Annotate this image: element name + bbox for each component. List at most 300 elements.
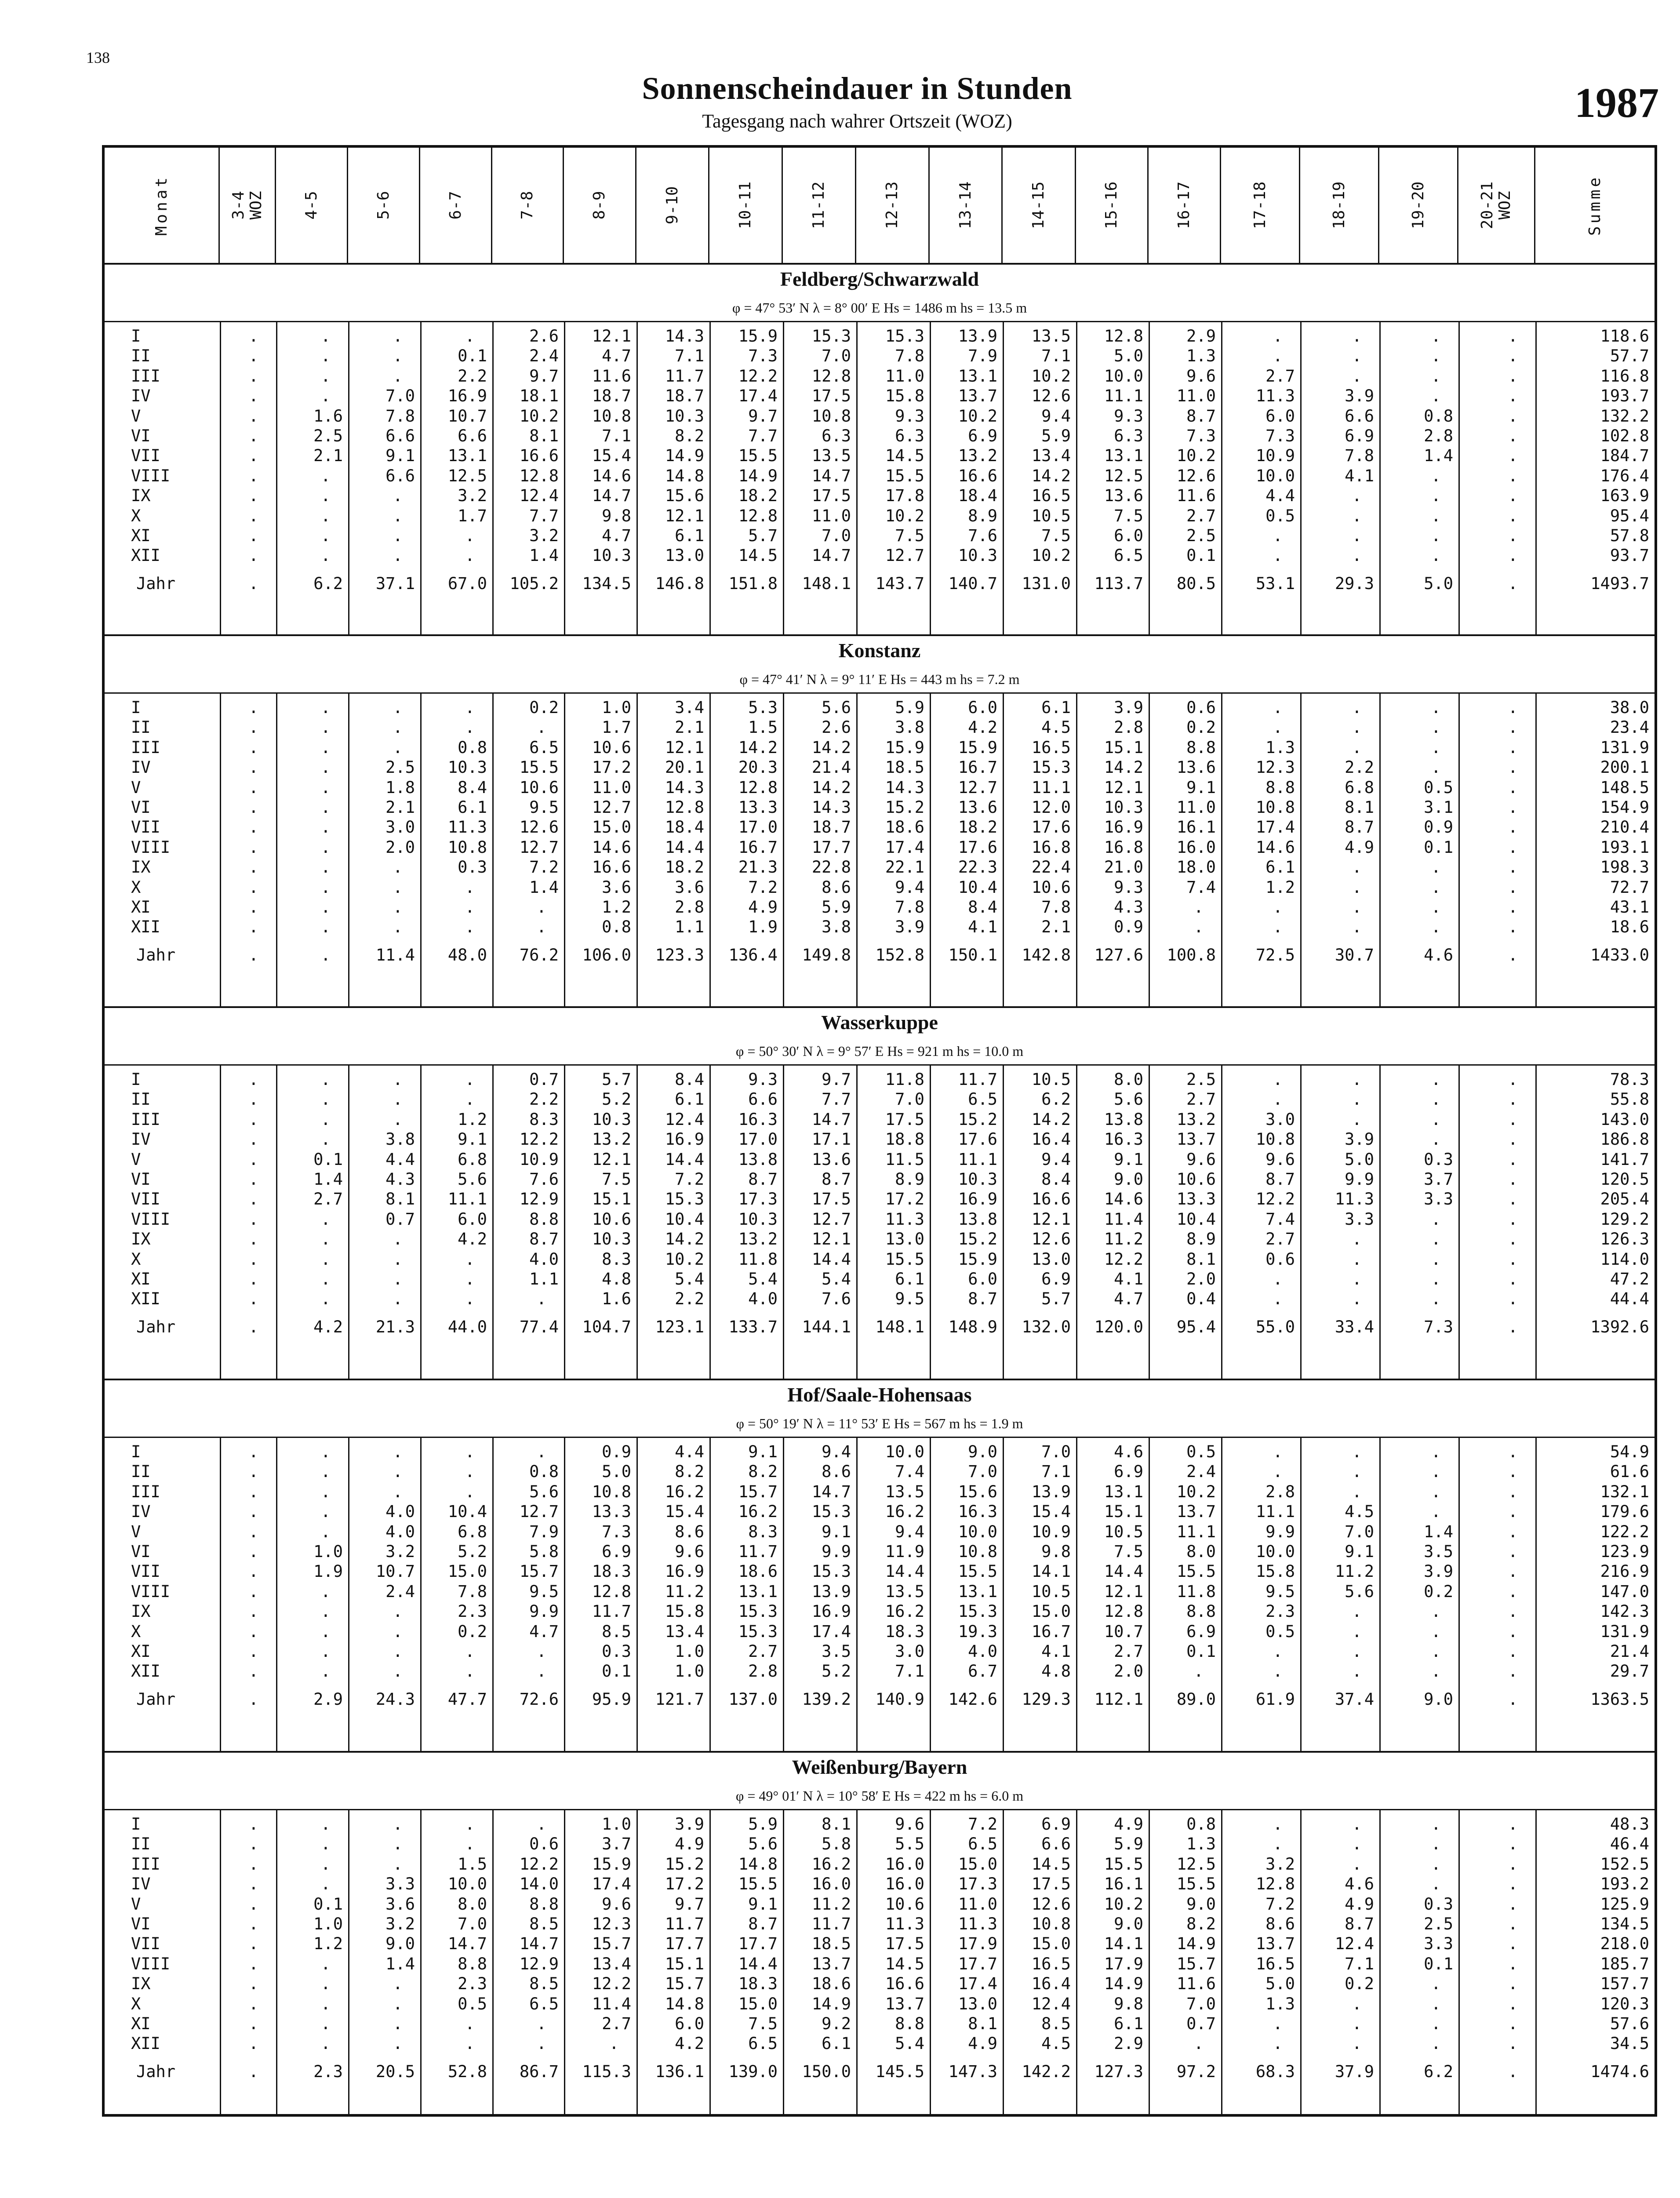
table-row <box>105 1934 1655 1954</box>
value-cell: . <box>465 1642 475 1661</box>
value-cell: 1.2 <box>1265 877 1295 897</box>
value-cell: 10.0 <box>885 1442 924 1461</box>
table-row <box>105 366 1655 386</box>
value-cell: 6.9 <box>1041 1270 1071 1288</box>
value-cell: 15.5 <box>1176 1562 1216 1581</box>
value-cell: . <box>465 2034 475 2053</box>
value-cell: 126.3 <box>1600 1230 1649 1249</box>
value-cell: 152.5 <box>1600 1854 1649 1874</box>
value-cell: 18.3 <box>885 1622 924 1641</box>
value-cell: 57.6 <box>1610 2014 1649 2033</box>
value-cell: 7.2 <box>529 858 559 877</box>
value-cell: 17.7 <box>958 1954 997 1973</box>
section-divider <box>105 1437 1655 1438</box>
value-cell: 1363.5 <box>1590 1689 1649 1709</box>
value-cell: . <box>320 1874 331 1894</box>
value-cell: . <box>1431 1662 1441 1681</box>
value-cell: . <box>1508 778 1518 797</box>
value-cell: . <box>320 798 331 817</box>
value-cell: 12.1 <box>592 327 631 346</box>
value-cell: 3.0 <box>1265 1110 1295 1129</box>
value-cell: 147.3 <box>948 2062 997 2081</box>
value-cell: 10.3 <box>592 1230 631 1249</box>
value-cell: 8.0 <box>1114 1070 1143 1089</box>
header-label: 20-21 WOZ <box>1478 181 1514 229</box>
table-row <box>105 1150 1655 1169</box>
value-cell: 61.6 <box>1610 1462 1649 1481</box>
value-cell: 7.1 <box>1345 1954 1374 1973</box>
value-cell: 1.5 <box>458 1854 487 1874</box>
value-cell: 1.2 <box>458 1110 487 1129</box>
value-cell: 8.4 <box>1041 1170 1071 1189</box>
value-cell: 9.4 <box>895 877 924 897</box>
value-cell: . <box>1273 1270 1283 1288</box>
value-cell: 93.7 <box>1610 546 1649 565</box>
table-row <box>105 1894 1655 1914</box>
value-cell: 6.1 <box>1041 698 1071 717</box>
month-label: III <box>131 738 160 757</box>
station-coordinates: φ = 50° 30′ N λ = 9° 57′ E Hs = 921 m hs = 10.0 m <box>735 1043 1024 1059</box>
value-cell: 6.1 <box>458 798 487 817</box>
value-cell: 16.3 <box>1104 1130 1143 1149</box>
value-cell: 8.4 <box>968 898 997 917</box>
value-cell: 120.5 <box>1600 1170 1649 1189</box>
value-cell: 7.8 <box>458 1582 487 1601</box>
value-cell: 15.2 <box>885 798 924 817</box>
value-cell: 2.8 <box>748 1662 778 1681</box>
value-cell: 7.2 <box>1265 1894 1295 1914</box>
value-cell: . <box>465 1815 475 1834</box>
value-cell: 6.6 <box>748 1090 778 1109</box>
value-cell: 16.6 <box>519 446 559 466</box>
value-cell: 17.9 <box>1104 1954 1143 1973</box>
value-cell: 125.9 <box>1600 1894 1649 1914</box>
value-cell: . <box>248 738 258 757</box>
value-cell: 0.7 <box>1186 2014 1216 2033</box>
value-cell: 15.2 <box>958 1110 997 1129</box>
value-cell: 12.6 <box>1031 386 1071 406</box>
value-cell: 86.7 <box>519 2062 559 2081</box>
value-cell: . <box>320 1834 331 1854</box>
value-cell: 17.4 <box>738 386 778 406</box>
value-cell: . <box>248 406 258 426</box>
value-cell: . <box>1508 574 1518 593</box>
value-cell: 16.0 <box>885 1854 924 1874</box>
value-cell: 12.9 <box>519 1190 559 1209</box>
month-label: IX <box>131 1602 151 1621</box>
value-cell: 12.6 <box>1176 466 1216 485</box>
value-cell: 10.6 <box>1031 877 1071 897</box>
value-cell: 0.8 <box>1186 1815 1216 1834</box>
value-cell: . <box>393 2034 403 2053</box>
value-cell: . <box>1508 1542 1518 1561</box>
value-cell: . <box>320 718 331 737</box>
value-cell: 22.3 <box>958 858 997 877</box>
value-cell: 14.2 <box>1031 466 1071 485</box>
value-cell: 3.3 <box>1424 1190 1453 1209</box>
value-cell: 10.3 <box>958 546 997 565</box>
value-cell: 1.0 <box>675 1662 704 1681</box>
value-cell: 5.4 <box>675 1270 704 1288</box>
value-cell: . <box>393 506 403 525</box>
month-label: VI <box>131 1542 151 1561</box>
value-cell: 13.1 <box>1104 1482 1143 1501</box>
value-cell: . <box>1352 1994 1362 2013</box>
value-cell: . <box>393 1834 403 1854</box>
value-cell: 1474.6 <box>1590 2062 1649 2081</box>
value-cell: 123.3 <box>655 945 704 964</box>
value-cell: . <box>393 898 403 917</box>
value-cell: 17.5 <box>885 1934 924 1954</box>
value-cell: . <box>1508 1150 1518 1169</box>
value-cell: 17.4 <box>958 1974 997 1994</box>
value-cell: 6.0 <box>458 1209 487 1229</box>
value-cell: 136.1 <box>655 2062 704 2081</box>
value-cell: 9.5 <box>529 1582 559 1601</box>
value-cell: 5.6 <box>529 1482 559 1501</box>
table-row <box>105 1974 1655 1994</box>
value-cell: 17.7 <box>738 1934 778 1954</box>
value-cell: . <box>1273 718 1283 737</box>
value-cell: . <box>1352 1662 1362 1681</box>
value-cell: 3.8 <box>385 1130 415 1149</box>
value-cell: . <box>1431 327 1441 346</box>
value-cell: 6.0 <box>675 2014 704 2033</box>
page-title: Sonnenscheindauer in Stunden <box>642 71 1073 106</box>
table-row <box>105 546 1655 565</box>
value-cell: 8.7 <box>1345 818 1374 837</box>
value-cell: 19.3 <box>958 1622 997 1641</box>
value-cell: . <box>465 898 475 917</box>
value-cell: . <box>465 526 475 545</box>
value-cell: 7.1 <box>1041 346 1071 366</box>
value-cell: . <box>1431 486 1441 506</box>
value-cell: 0.2 <box>458 1622 487 1641</box>
value-cell: 17.2 <box>665 1874 704 1894</box>
value-cell: 4.0 <box>968 1642 997 1661</box>
value-cell: 3.9 <box>675 1815 704 1834</box>
value-cell: 179.6 <box>1600 1502 1649 1521</box>
value-cell: . <box>248 1317 258 1336</box>
value-cell: 16.9 <box>665 1562 704 1581</box>
value-cell: 95.4 <box>1176 1317 1216 1336</box>
value-cell: 10.6 <box>592 1209 631 1229</box>
value-cell: 44.4 <box>1610 1289 1649 1309</box>
value-cell: 0.3 <box>458 858 487 877</box>
value-cell: 136.4 <box>728 945 778 964</box>
value-cell: 2.5 <box>1424 1914 1453 1933</box>
value-cell: . <box>248 1462 258 1481</box>
month-label: III <box>131 1854 160 1874</box>
value-cell: 132.0 <box>1022 1317 1071 1336</box>
value-cell: . <box>1352 346 1362 366</box>
value-cell: 18.0 <box>1176 858 1216 877</box>
value-cell: 3.0 <box>385 818 415 837</box>
value-cell: . <box>1352 1442 1362 1461</box>
value-cell: 2.6 <box>822 718 851 737</box>
value-cell: 7.1 <box>602 426 631 445</box>
value-cell: 4.5 <box>1041 2034 1071 2053</box>
value-cell: . <box>320 1442 331 1461</box>
value-cell: 6.2 <box>313 574 343 593</box>
value-cell: 24.3 <box>375 1689 415 1709</box>
table-row <box>105 1814 1655 1834</box>
value-cell: 13.7 <box>811 1954 851 1973</box>
value-cell: . <box>248 778 258 797</box>
station-coordinates: φ = 50° 19′ N λ = 11° 53′ E Hs = 567 m hs = 1.9 m <box>736 1416 1023 1431</box>
value-cell: 15.1 <box>665 1954 704 1973</box>
value-cell: 12.7 <box>958 778 997 797</box>
value-cell: 3.3 <box>1345 1209 1374 1229</box>
value-cell: 11.6 <box>1176 486 1216 506</box>
value-cell: 132.1 <box>1600 1482 1649 1501</box>
value-cell: . <box>248 1249 258 1269</box>
value-cell: 4.2 <box>675 2034 704 2053</box>
value-cell: 7.5 <box>895 526 924 545</box>
value-cell: 12.8 <box>592 1582 631 1601</box>
value-cell: 14.2 <box>1104 758 1143 777</box>
value-cell: 4.9 <box>1114 1815 1143 1834</box>
value-cell: 9.6 <box>895 1815 924 1834</box>
value-cell: . <box>248 1209 258 1229</box>
value-cell: 16.3 <box>738 1110 778 1129</box>
value-cell: 3.2 <box>529 526 559 545</box>
header-cell <box>492 148 564 263</box>
station-section <box>105 263 1655 636</box>
value-cell: 17.4 <box>811 1622 851 1641</box>
value-cell: . <box>320 1954 331 1973</box>
value-cell: . <box>1431 1874 1441 1894</box>
value-cell: . <box>320 945 331 964</box>
month-label: VIII <box>131 1209 171 1229</box>
value-cell: 12.8 <box>1255 1874 1295 1894</box>
value-cell: 2.4 <box>385 1582 415 1601</box>
value-cell: 1.7 <box>602 718 631 737</box>
value-cell: 0.9 <box>1424 818 1453 837</box>
value-cell: 10.6 <box>592 738 631 757</box>
value-cell: 21.0 <box>1104 858 1143 877</box>
month-label: III <box>131 366 160 386</box>
value-cell: 14.7 <box>811 1110 851 1129</box>
table-row <box>105 1129 1655 1149</box>
value-cell: . <box>536 1442 546 1461</box>
table-row <box>105 426 1655 446</box>
value-cell: 10.2 <box>1176 1482 1216 1501</box>
value-cell: 16.7 <box>1031 1622 1071 1641</box>
table-row <box>105 1582 1655 1601</box>
value-cell: 14.7 <box>592 486 631 506</box>
value-cell: 5.9 <box>822 898 851 917</box>
table-row <box>105 326 1655 346</box>
header-cell <box>636 148 709 263</box>
value-cell: 18.7 <box>665 386 704 406</box>
value-cell: . <box>465 1482 475 1501</box>
value-cell: 3.9 <box>1424 1562 1453 1581</box>
value-cell: 12.7 <box>519 837 559 857</box>
value-cell: 8.1 <box>1186 1249 1216 1269</box>
value-cell: 0.6 <box>529 1834 559 1854</box>
value-cell: . <box>248 574 258 593</box>
value-cell: . <box>393 718 403 737</box>
value-cell: 15.6 <box>665 486 704 506</box>
value-cell: 17.5 <box>1031 1874 1071 1894</box>
table-row <box>105 857 1655 877</box>
value-cell: . <box>1273 1462 1283 1481</box>
month-label: VIII <box>131 1582 171 1601</box>
value-cell: 2.9 <box>1186 327 1216 346</box>
value-cell: 5.5 <box>895 1834 924 1854</box>
value-cell: . <box>1431 1270 1441 1288</box>
value-cell: 16.9 <box>811 1602 851 1621</box>
section-divider <box>105 692 1655 694</box>
value-cell: 123.1 <box>655 1317 704 1336</box>
value-cell: . <box>393 1974 403 1994</box>
value-cell: 6.9 <box>968 426 997 445</box>
value-cell: 12.4 <box>1031 1994 1071 2013</box>
value-cell: 7.7 <box>822 1090 851 1109</box>
month-label: V <box>131 1522 141 1541</box>
month-label: XII <box>131 1662 160 1681</box>
value-cell: 7.9 <box>968 346 997 366</box>
value-cell: 48.3 <box>1610 1815 1649 1834</box>
value-cell: . <box>1431 1622 1441 1641</box>
value-cell: 6.6 <box>458 426 487 445</box>
value-cell: 9.6 <box>675 1542 704 1561</box>
value-cell: 11.1 <box>958 1150 997 1169</box>
value-cell: . <box>248 466 258 485</box>
value-cell: . <box>1273 1662 1283 1681</box>
value-cell: . <box>1508 945 1518 964</box>
value-cell: 13.7 <box>958 386 997 406</box>
value-cell: 1.4 <box>1424 1522 1453 1541</box>
value-cell: 9.1 <box>748 1442 778 1461</box>
value-cell: 12.2 <box>1255 1190 1295 1209</box>
value-cell: 12.2 <box>592 1974 631 1994</box>
value-cell: . <box>536 1642 546 1661</box>
value-cell: . <box>1508 1994 1518 2013</box>
value-cell: . <box>248 1270 258 1288</box>
value-cell: 13.6 <box>1176 758 1216 777</box>
value-cell: 44.0 <box>447 1317 487 1336</box>
value-cell: . <box>320 698 331 717</box>
value-cell: 12.1 <box>1104 1582 1143 1601</box>
value-cell: . <box>1431 1482 1441 1501</box>
value-cell: 17.4 <box>1255 818 1295 837</box>
value-cell: 5.9 <box>748 1815 778 1834</box>
station-name: Wasserkuppe <box>821 1011 938 1033</box>
value-cell: 23.4 <box>1610 718 1649 737</box>
value-cell: 16.9 <box>447 386 487 406</box>
value-cell: 132.2 <box>1600 406 1649 426</box>
month-label: XII <box>131 917 160 937</box>
value-cell: . <box>320 1582 331 1601</box>
value-cell: 4.1 <box>968 917 997 937</box>
month-label: VII <box>131 1562 160 1581</box>
value-cell: 10.2 <box>885 506 924 525</box>
value-cell: 15.2 <box>665 1854 704 1874</box>
month-label: XI <box>131 1270 151 1288</box>
value-cell: 4.2 <box>968 718 997 737</box>
value-cell: 15.4 <box>665 1502 704 1521</box>
value-cell: . <box>248 1150 258 1169</box>
value-cell: 14.7 <box>811 1482 851 1501</box>
value-cell: 4.1 <box>1041 1642 1071 1661</box>
value-cell: . <box>1431 917 1441 937</box>
value-cell: 12.8 <box>811 366 851 386</box>
value-cell: 140.7 <box>948 574 997 593</box>
value-cell: 77.4 <box>519 1317 559 1336</box>
value-cell: 76.2 <box>519 945 559 964</box>
header-label: 7-8 <box>518 191 536 220</box>
value-cell: 8.5 <box>602 1622 631 1641</box>
value-cell: . <box>465 1462 475 1481</box>
value-cell: . <box>248 2014 258 2033</box>
value-cell: 4.3 <box>385 1170 415 1189</box>
value-cell: 10.5 <box>1031 1070 1071 1089</box>
value-cell: 5.9 <box>895 698 924 717</box>
table-row <box>105 837 1655 857</box>
value-cell: . <box>248 718 258 737</box>
value-cell: . <box>1508 1622 1518 1641</box>
value-cell: 20.5 <box>375 2062 415 2081</box>
value-cell: 0.3 <box>1424 1150 1453 1169</box>
value-cell: 10.0 <box>1255 1542 1295 1561</box>
value-cell: . <box>320 366 331 386</box>
value-cell: 13.1 <box>958 366 997 386</box>
value-cell: . <box>1352 486 1362 506</box>
value-cell: . <box>1508 1190 1518 1209</box>
value-cell: . <box>1508 1289 1518 1309</box>
value-cell: 5.6 <box>1114 1090 1143 1109</box>
value-cell: . <box>465 1442 475 1461</box>
value-cell: 7.3 <box>1265 426 1295 445</box>
value-cell: 12.2 <box>738 366 778 386</box>
value-cell: 134.5 <box>1600 1914 1649 1933</box>
value-cell: 2.3 <box>1265 1602 1295 1621</box>
value-cell: 10.3 <box>592 546 631 565</box>
value-cell: 12.1 <box>1104 778 1143 797</box>
value-cell: 10.5 <box>1104 1522 1143 1541</box>
value-cell: 16.7 <box>738 837 778 857</box>
value-cell: 14.8 <box>738 1854 778 1874</box>
value-cell: 12.5 <box>1104 466 1143 485</box>
value-cell: 6.1 <box>895 1270 924 1288</box>
value-cell: . <box>248 1442 258 1461</box>
value-cell: . <box>248 1622 258 1641</box>
value-cell: 16.8 <box>1104 837 1143 857</box>
value-cell: 118.6 <box>1600 327 1649 346</box>
value-cell: 15.4 <box>592 446 631 466</box>
value-cell: 17.3 <box>958 1874 997 1894</box>
value-cell: 1.4 <box>529 546 559 565</box>
value-cell: 11.4 <box>375 945 415 964</box>
value-cell: 7.1 <box>1041 1462 1071 1481</box>
value-cell: 8.6 <box>822 877 851 897</box>
value-cell: . <box>1273 546 1283 565</box>
value-cell: . <box>248 1662 258 1681</box>
value-cell: . <box>248 858 258 877</box>
value-cell: 0.3 <box>602 1642 631 1661</box>
value-cell: 131.9 <box>1600 1622 1649 1641</box>
value-cell: 12.7 <box>519 1502 559 1521</box>
value-cell: 57.7 <box>1610 346 1649 366</box>
table-row <box>105 406 1655 426</box>
header-label: 15-16 <box>1102 181 1120 229</box>
value-cell: 7.5 <box>602 1170 631 1189</box>
value-cell: . <box>465 1249 475 1269</box>
value-cell: . <box>393 1270 403 1288</box>
value-cell: 17.8 <box>885 486 924 506</box>
